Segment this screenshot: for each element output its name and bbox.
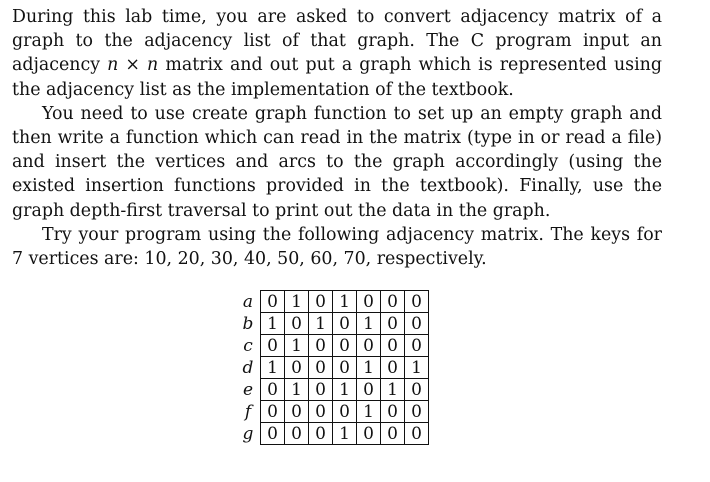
adjacency-matrix-table (236, 290, 429, 445)
matrix-cell: 0 (405, 335, 429, 357)
matrix-cell: 0 (405, 379, 429, 401)
paragraph-text: matrix and out put a graph which is represented using the adjacency list as the implementation of the textbook. (12, 55, 662, 100)
matrix-row (236, 291, 429, 313)
matrix-cell: 1 (333, 291, 357, 313)
matrix-cell: 0 (285, 357, 309, 379)
matrix-cell: 1 (261, 357, 285, 379)
matrix-cell: 0 (309, 379, 333, 401)
paragraph-text: You need to use create graph function to set up an empty graph and then write a function which can read in the matrix (type in or read a file) and insert the vertices and arcs to the graph accordingly (using the existed insertion functions provided in the textbook). Finally, use the graph depth-first traversal to print out the data in the graph. (12, 103, 662, 221)
paragraph-2 (12, 102, 662, 223)
matrix-cell: 0 (285, 313, 309, 335)
matrix-cell: 1 (333, 423, 357, 445)
matrix-cell: 0 (357, 291, 381, 313)
matrix-row (236, 357, 429, 379)
paragraph-text: Try your program using the following adjacency matrix. The keys for 7 vertices are: 10, 20, 30, 40, 50, 60, 70, respectively. (12, 224, 662, 270)
matrix-cell: 0 (333, 313, 357, 335)
paragraph-3 (12, 223, 662, 271)
matrix-cell: 0 (357, 423, 381, 445)
matrix-row-label: g (242, 423, 254, 444)
matrix-cell: 0 (261, 291, 285, 313)
matrix-cell: 0 (261, 423, 285, 445)
matrix-row-label: a (242, 291, 254, 312)
matrix-cell: 0 (381, 357, 405, 379)
matrix-cell: 0 (381, 335, 405, 357)
matrix-cell: 0 (309, 291, 333, 313)
matrix-row-label: e (242, 379, 254, 400)
matrix-cell: 0 (381, 291, 405, 313)
matrix-cell: 0 (357, 379, 381, 401)
matrix-cell: 0 (261, 335, 285, 357)
matrix-cell: 0 (333, 401, 357, 423)
matrix-row (236, 401, 429, 423)
matrix-cell: 1 (357, 313, 381, 335)
matrix-cell: 1 (357, 357, 381, 379)
matrix-cell: 0 (261, 379, 285, 401)
matrix-row (236, 423, 429, 445)
matrix-cell: 1 (285, 379, 309, 401)
matrix-row-label: b (242, 313, 254, 334)
matrix-cell: 1 (261, 313, 285, 335)
matrix-row-label: c (243, 335, 253, 356)
matrix-row (236, 379, 429, 401)
matrix-cell: 1 (381, 379, 405, 401)
matrix-cell: 0 (333, 335, 357, 357)
matrix-row (236, 313, 429, 335)
matrix-cell: 0 (405, 313, 429, 335)
matrix-row (236, 335, 429, 357)
paragraph-text: During this lab time, you are asked to convert adjacency matrix of a graph to the adjacency list of that graph. The C program input an adjacency (12, 7, 662, 76)
matrix-cell: 0 (381, 423, 405, 445)
matrix-cell: 1 (309, 313, 333, 335)
matrix-cell: 0 (309, 423, 333, 445)
matrix-cell: 1 (405, 357, 429, 379)
math-expression: n × n (107, 55, 159, 76)
matrix-cell: 0 (309, 401, 333, 423)
matrix-cell: 0 (261, 401, 285, 423)
matrix-cell: 0 (405, 401, 429, 423)
matrix-cell: 0 (381, 313, 405, 335)
matrix-cell: 0 (357, 335, 381, 357)
matrix-row-label: d (242, 357, 254, 378)
matrix-cell: 0 (285, 423, 309, 445)
matrix-cell: 0 (309, 335, 333, 357)
matrix-cell: 0 (405, 291, 429, 313)
matrix-cell: 1 (333, 379, 357, 401)
adjacency-matrix (236, 290, 429, 445)
matrix-row-label: f (244, 401, 252, 422)
matrix-cell: 1 (285, 335, 309, 357)
document-body (12, 5, 662, 271)
matrix-cell: 0 (333, 357, 357, 379)
matrix-cell: 1 (357, 401, 381, 423)
matrix-cell: 1 (285, 291, 309, 313)
matrix-cell: 0 (381, 401, 405, 423)
paragraph-1 (12, 5, 662, 102)
matrix-cell: 0 (309, 357, 333, 379)
matrix-cell: 0 (405, 423, 429, 445)
matrix-cell: 0 (285, 401, 309, 423)
